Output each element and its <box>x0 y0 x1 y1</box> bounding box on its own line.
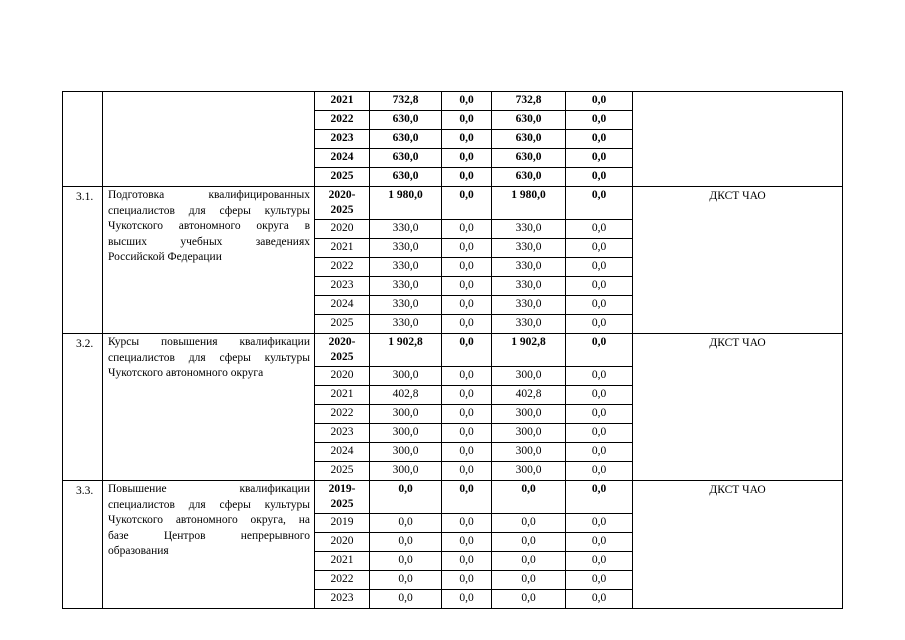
item-number: 3.3. <box>63 481 103 609</box>
source-cell-1: 0,0 <box>442 168 492 187</box>
source-cell-3: 0,0 <box>566 367 633 386</box>
year-cell: 2023 <box>315 130 370 149</box>
total-cell: 330,0 <box>370 296 442 315</box>
source-cell-1: 0,0 <box>442 424 492 443</box>
source-cell-1: 0,0 <box>442 571 492 590</box>
total-cell: 0,0 <box>370 533 442 552</box>
source-cell-1: 0,0 <box>442 443 492 462</box>
total-cell: 630,0 <box>370 149 442 168</box>
item-description <box>103 187 315 334</box>
total-cell: 0,0 <box>370 590 442 609</box>
period-cell <box>315 334 370 367</box>
total-cell: 330,0 <box>370 277 442 296</box>
source-cell-1: 0,0 <box>442 590 492 609</box>
total-cell: 330,0 <box>370 258 442 277</box>
source-cell-1: 0,0 <box>442 220 492 239</box>
description-line: Подготовка квалифицированных <box>108 189 310 201</box>
source-cell-1: 0,0 <box>442 386 492 405</box>
total-cell: 330,0 <box>370 239 442 258</box>
total-cell: 0,0 <box>370 514 442 533</box>
source-cell-3: 0,0 <box>566 296 633 315</box>
source-cell-2: 0,0 <box>492 571 566 590</box>
year-cell: 2025 <box>315 462 370 481</box>
item-description <box>103 481 315 609</box>
total-cell: 0,0 <box>370 481 442 514</box>
year-cell: 2022 <box>315 405 370 424</box>
source-cell-2: 0,0 <box>492 533 566 552</box>
year-cell: 2024 <box>315 296 370 315</box>
total-cell: 1 902,8 <box>370 334 442 367</box>
year-cell: 2021 <box>315 92 370 111</box>
responsible-executor: ДКСТ ЧАО <box>633 481 843 609</box>
source-cell-2: 1 980,0 <box>492 187 566 220</box>
source-cell-3: 0,0 <box>566 405 633 424</box>
source-cell-3: 0,0 <box>566 514 633 533</box>
source-cell-1: 0,0 <box>442 315 492 334</box>
source-cell-2: 330,0 <box>492 296 566 315</box>
total-cell: 630,0 <box>370 168 442 187</box>
source-cell-3: 0,0 <box>566 315 633 334</box>
description-line: базе Центров непрерывного <box>108 529 310 542</box>
source-cell-3: 0,0 <box>566 571 633 590</box>
source-cell-2: 300,0 <box>492 462 566 481</box>
description-line: высших учебных заведениях <box>108 235 310 248</box>
source-cell-3: 0,0 <box>566 590 633 609</box>
total-cell: 0,0 <box>370 552 442 571</box>
total-cell: 402,8 <box>370 386 442 405</box>
source-cell-2: 0,0 <box>492 590 566 609</box>
source-cell-3: 0,0 <box>566 481 633 514</box>
total-cell: 1 980,0 <box>370 187 442 220</box>
period-cell <box>315 187 370 220</box>
year-cell: 2024 <box>315 149 370 168</box>
total-cell: 630,0 <box>370 130 442 149</box>
source-cell-3: 0,0 <box>566 168 633 187</box>
year-cell: 2022 <box>315 258 370 277</box>
description-line: Повышение квалификации <box>108 483 310 495</box>
description-line: специалистов для сферы культуры <box>108 351 310 364</box>
year-cell: 2021 <box>315 386 370 405</box>
source-cell-2: 630,0 <box>492 149 566 168</box>
source-cell-2: 402,8 <box>492 386 566 405</box>
source-cell-2: 330,0 <box>492 220 566 239</box>
total-cell: 732,8 <box>370 92 442 111</box>
source-cell-1: 0,0 <box>442 405 492 424</box>
source-cell-2: 1 902,8 <box>492 334 566 367</box>
period-label: 2025 <box>330 204 354 216</box>
source-cell-1: 0,0 <box>442 334 492 367</box>
source-cell-3: 0,0 <box>566 424 633 443</box>
year-cell: 2020 <box>315 367 370 386</box>
source-cell-2: 300,0 <box>492 367 566 386</box>
source-cell-2: 300,0 <box>492 443 566 462</box>
item-number-cell <box>63 92 103 187</box>
responsible-executor: ДКСТ ЧАО <box>633 334 843 481</box>
source-cell-2: 330,0 <box>492 258 566 277</box>
period-label: 2025 <box>330 498 354 510</box>
item-number: 3.1. <box>63 187 103 334</box>
source-cell-2: 0,0 <box>492 552 566 571</box>
source-cell-3: 0,0 <box>566 239 633 258</box>
total-cell: 300,0 <box>370 462 442 481</box>
source-cell-1: 0,0 <box>442 149 492 168</box>
source-cell-3: 0,0 <box>566 130 633 149</box>
source-cell-2: 330,0 <box>492 277 566 296</box>
description-line: образования <box>108 545 169 558</box>
source-cell-3: 0,0 <box>566 386 633 405</box>
source-cell-1: 0,0 <box>442 277 492 296</box>
total-cell: 630,0 <box>370 111 442 130</box>
source-cell-1: 0,0 <box>442 533 492 552</box>
item-description-cell <box>103 92 315 187</box>
description-line: Чукотского автономного округа в <box>108 220 310 233</box>
year-cell: 2021 <box>315 552 370 571</box>
source-cell-1: 0,0 <box>442 239 492 258</box>
item-description <box>103 334 315 481</box>
year-cell: 2022 <box>315 111 370 130</box>
source-cell-3: 0,0 <box>566 187 633 220</box>
year-cell: 2025 <box>315 168 370 187</box>
source-cell-3: 0,0 <box>566 111 633 130</box>
source-cell-3: 0,0 <box>566 334 633 367</box>
source-cell-3: 0,0 <box>566 149 633 168</box>
item-number: 3.2. <box>63 334 103 481</box>
source-cell-1: 0,0 <box>442 187 492 220</box>
description-line: Чукотского автономного округа <box>108 367 264 380</box>
source-cell-1: 0,0 <box>442 111 492 130</box>
source-cell-1: 0,0 <box>442 258 492 277</box>
source-cell-2: 630,0 <box>492 168 566 187</box>
source-cell-2: 0,0 <box>492 514 566 533</box>
total-cell: 300,0 <box>370 424 442 443</box>
source-cell-3: 0,0 <box>566 443 633 462</box>
source-cell-3: 0,0 <box>566 92 633 111</box>
source-cell-2: 330,0 <box>492 315 566 334</box>
source-cell-1: 0,0 <box>442 92 492 111</box>
period-label: 2020- <box>328 189 356 201</box>
description-line: специалистов для сферы культуры <box>108 204 310 217</box>
total-cell: 300,0 <box>370 405 442 424</box>
source-cell-1: 0,0 <box>442 514 492 533</box>
source-cell-1: 0,0 <box>442 367 492 386</box>
year-cell: 2025 <box>315 315 370 334</box>
total-cell: 300,0 <box>370 367 442 386</box>
source-cell-2: 630,0 <box>492 111 566 130</box>
table-row <box>63 334 843 367</box>
description-line: специалистов для сферы культуры <box>108 498 310 511</box>
year-cell: 2021 <box>315 239 370 258</box>
year-cell: 2019 <box>315 514 370 533</box>
source-cell-2: 732,8 <box>492 92 566 111</box>
source-cell-2: 300,0 <box>492 405 566 424</box>
year-cell: 2020 <box>315 533 370 552</box>
year-cell: 2020 <box>315 220 370 239</box>
period-label: 2020- <box>328 336 356 348</box>
source-cell-2: 330,0 <box>492 239 566 258</box>
source-cell-3: 0,0 <box>566 220 633 239</box>
total-cell: 300,0 <box>370 443 442 462</box>
year-cell: 2023 <box>315 424 370 443</box>
total-cell: 330,0 <box>370 315 442 334</box>
source-cell-1: 0,0 <box>442 481 492 514</box>
description-line: Чукотского автономного округа, на <box>108 514 310 527</box>
table-row <box>63 92 843 111</box>
source-cell-2: 300,0 <box>492 424 566 443</box>
source-cell-1: 0,0 <box>442 462 492 481</box>
description-line: Российской Федерации <box>108 251 222 264</box>
source-cell-1: 0,0 <box>442 552 492 571</box>
responsible-executor: ДКСТ ЧАО <box>633 187 843 334</box>
year-cell: 2023 <box>315 590 370 609</box>
responsible-cell <box>633 92 843 187</box>
period-label: 2019- <box>328 483 356 495</box>
source-cell-1: 0,0 <box>442 130 492 149</box>
year-cell: 2023 <box>315 277 370 296</box>
source-cell-1: 0,0 <box>442 296 492 315</box>
source-cell-3: 0,0 <box>566 277 633 296</box>
table-row <box>63 187 843 220</box>
year-cell: 2024 <box>315 443 370 462</box>
source-cell-3: 0,0 <box>566 258 633 277</box>
source-cell-3: 0,0 <box>566 533 633 552</box>
total-cell: 0,0 <box>370 571 442 590</box>
year-cell: 2022 <box>315 571 370 590</box>
source-cell-2: 630,0 <box>492 130 566 149</box>
table-row <box>63 481 843 514</box>
funding-table <box>62 91 843 609</box>
source-cell-3: 0,0 <box>566 552 633 571</box>
source-cell-2: 0,0 <box>492 481 566 514</box>
description-line: Курсы повышения квалификации <box>108 336 310 348</box>
total-cell: 330,0 <box>370 220 442 239</box>
period-cell <box>315 481 370 514</box>
source-cell-3: 0,0 <box>566 462 633 481</box>
period-label: 2025 <box>330 351 354 363</box>
